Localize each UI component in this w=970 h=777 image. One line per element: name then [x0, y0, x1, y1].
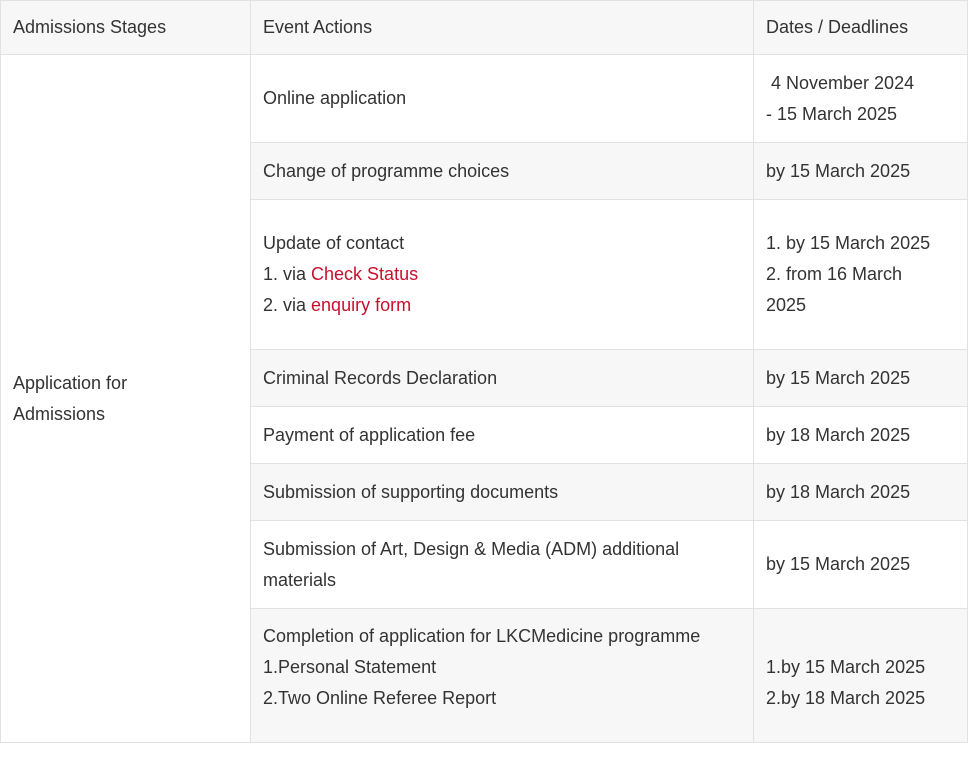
event-sublabel: 2.Two Online Referee Report [263, 688, 497, 708]
event-cell [251, 521, 754, 609]
event-label: Submission of Art, Design & Media (ADM) additional materials [263, 538, 680, 590]
event-prefix: 1. via [263, 264, 312, 284]
date-label: - 15 March 2025 [766, 103, 898, 124]
date-cell [754, 200, 968, 350]
date-cell [754, 350, 968, 407]
event-cell [251, 407, 754, 464]
date-label: 4 November 2024 [766, 72, 915, 93]
date-label: by 15 March 2025 [766, 367, 911, 388]
column-header-dates: Dates / Deadlines [754, 1, 968, 55]
date-cell [754, 407, 968, 464]
event-cell [251, 143, 754, 200]
date-label: 1.by 15 March 2025 [766, 657, 926, 677]
enquiry-form-link[interactable]: enquiry form [311, 295, 412, 315]
date-cell [754, 55, 968, 143]
column-header-event-actions: Event Actions [251, 1, 754, 55]
event-sublabel [263, 259, 741, 290]
event-cell [251, 200, 754, 350]
date-label: by 18 March 2025 [766, 481, 911, 502]
event-cell [251, 55, 754, 143]
event-label: Criminal Records Declaration [263, 367, 498, 388]
date-cell [754, 143, 968, 200]
event-sublabel: 1.Personal Statement [263, 657, 437, 677]
event-label: Completion of application for LKCMedicine programme [263, 626, 701, 646]
date-label: by 15 March 2025 [766, 554, 911, 574]
event-label: Submission of supporting documents [263, 481, 559, 502]
check-status-link[interactable]: Check Status [311, 264, 419, 284]
table-header-row [1, 1, 968, 55]
date-cell [754, 609, 968, 743]
event-label: Payment of application fee [263, 424, 476, 445]
event-label: Online application [263, 88, 407, 108]
event-sublabel [263, 290, 741, 321]
date-label: by 18 March 2025 [766, 424, 911, 445]
column-header-stages: Admissions Stages [1, 1, 251, 55]
event-label: Update of contact [263, 233, 405, 253]
event-label: Change of programme choices [263, 160, 510, 181]
event-prefix: 2. via [263, 295, 312, 315]
date-label: by 15 March 2025 [766, 160, 911, 181]
date-cell [754, 464, 968, 521]
date-label: 1. by 15 March 2025 [766, 233, 931, 253]
event-cell [251, 350, 754, 407]
event-cell [251, 609, 754, 743]
table-row [1, 55, 968, 143]
event-cell [251, 464, 754, 521]
date-label: 2.by 18 March 2025 [766, 688, 926, 708]
stage-cell [1, 55, 251, 743]
date-label: 2. from 16 March 2025 [766, 264, 903, 315]
date-cell [754, 521, 968, 609]
stage-label: Application for Admissions [13, 372, 128, 424]
